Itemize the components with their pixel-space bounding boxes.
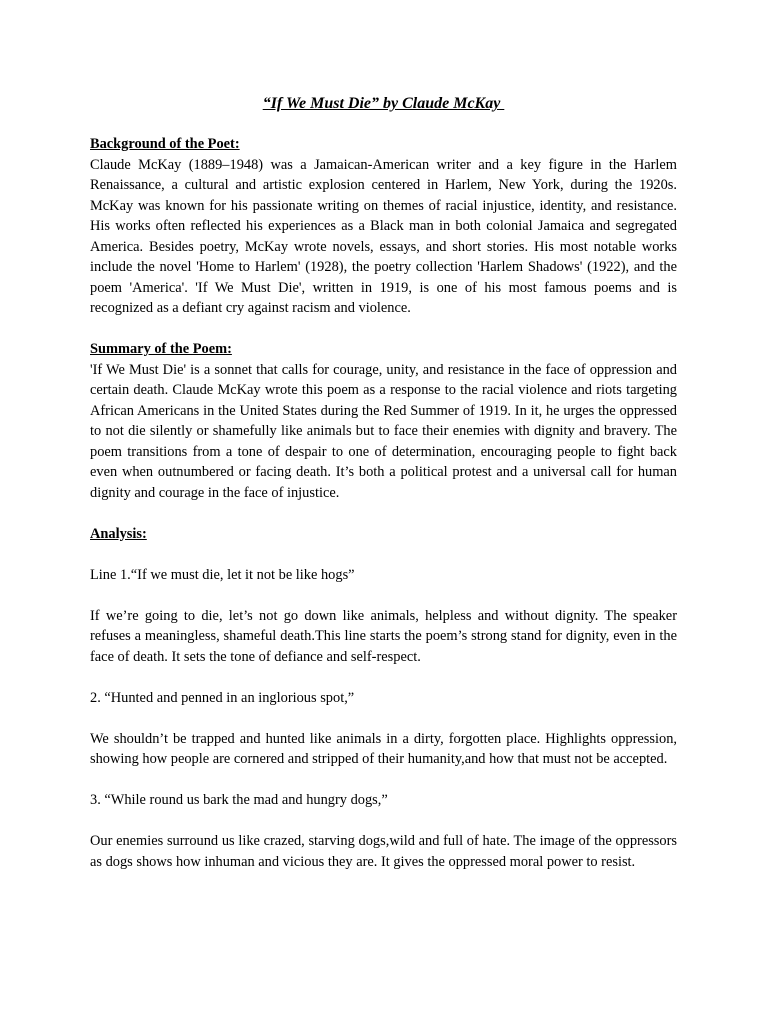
- analysis-section: [90, 524, 677, 873]
- spacer: [90, 770, 677, 791]
- spacer: [90, 708, 677, 729]
- spacer: [90, 811, 677, 832]
- analysis-line-2-explanation: We shouldn’t be trapped and hunted like animals in a dirty, forgotten place. Highlights oppression, showing how people are cornered and stripped of their humanity,and how that must not be accepted.: [90, 730, 677, 767]
- document-page: [90, 93, 677, 872]
- background-heading: Background of the Poet:: [90, 136, 240, 152]
- analysis-heading: Analysis:: [90, 525, 147, 542]
- document-title: “If We Must Die” by Claude McKay: [262, 95, 505, 112]
- spacer: [90, 667, 677, 688]
- summary-heading: Summary of the Poem:: [90, 341, 232, 357]
- background-section: [90, 134, 677, 319]
- analysis-line-3-quote: 3. “While round us bark the mad and hungry dogs,”: [90, 792, 388, 808]
- spacer: [90, 319, 677, 340]
- spacer: [90, 544, 677, 565]
- analysis-line-1-quote: Line 1.“If we must die, let it not be like hogs”: [90, 566, 355, 583]
- spacer: [90, 503, 677, 524]
- spacer: [90, 585, 677, 606]
- summary-section: [90, 339, 677, 503]
- analysis-line-1-explanation: If we’re going to die, let’s not go down like animals, helpless and without dignity. The speaker refuses a meaningless, shameful death.This line starts the poem’s strong stand for dignity, even in the face of death. It sets the tone of defiance and self-respect.: [90, 607, 677, 665]
- background-paragraph: Claude McKay (1889–1948) was a Jamaican-American writer and a key figure in the Harlem Renaissance, a cultural and artistic explosion centered in Harlem, New York, during the 1920s. McKay was known for his passionate writing on themes of racial injustice, identity, and resistance. His works often reflected his experiences as a Black man in both colonial Jamaica and segregated America. Besides poetry, McKay wrote novels, essays, and short stories. His most notable works include the novel 'Home to Harlem' (1928), the poetry collection 'Harlem Shadows' (1922), and the poem 'America'. 'If We Must Die', written in 1919, is one of his most famous poems and is recognized as a defiant cry against racism and violence.: [90, 156, 677, 316]
- analysis-line-2-quote: 2. “Hunted and penned in an inglorious spot,”: [90, 689, 355, 706]
- analysis-line-3-explanation: Our enemies surround us like crazed, starving dogs,wild and full of hate. The image of the oppressors as dogs shows how inhuman and vicious they are. It gives the oppressed moral power to resist.: [90, 833, 677, 870]
- summary-paragraph: 'If We Must Die' is a sonnet that calls for courage, unity, and resistance in the face of oppression and certain death. Claude McKay wrote this poem as a response to the racial violence and riots targeting African Americans in the United States during the Red Summer of 1919. In it, he urges the oppressed to not die silently or shamefully like animals but to face their enemies with dignity and bravery. The poem transitions from a tone of despair to one of determination, encouraging people to fight back even when outnumbered or facing death. It’s both a political protest and a universal call for human dignity and courage in the face of injustice.: [90, 361, 677, 501]
